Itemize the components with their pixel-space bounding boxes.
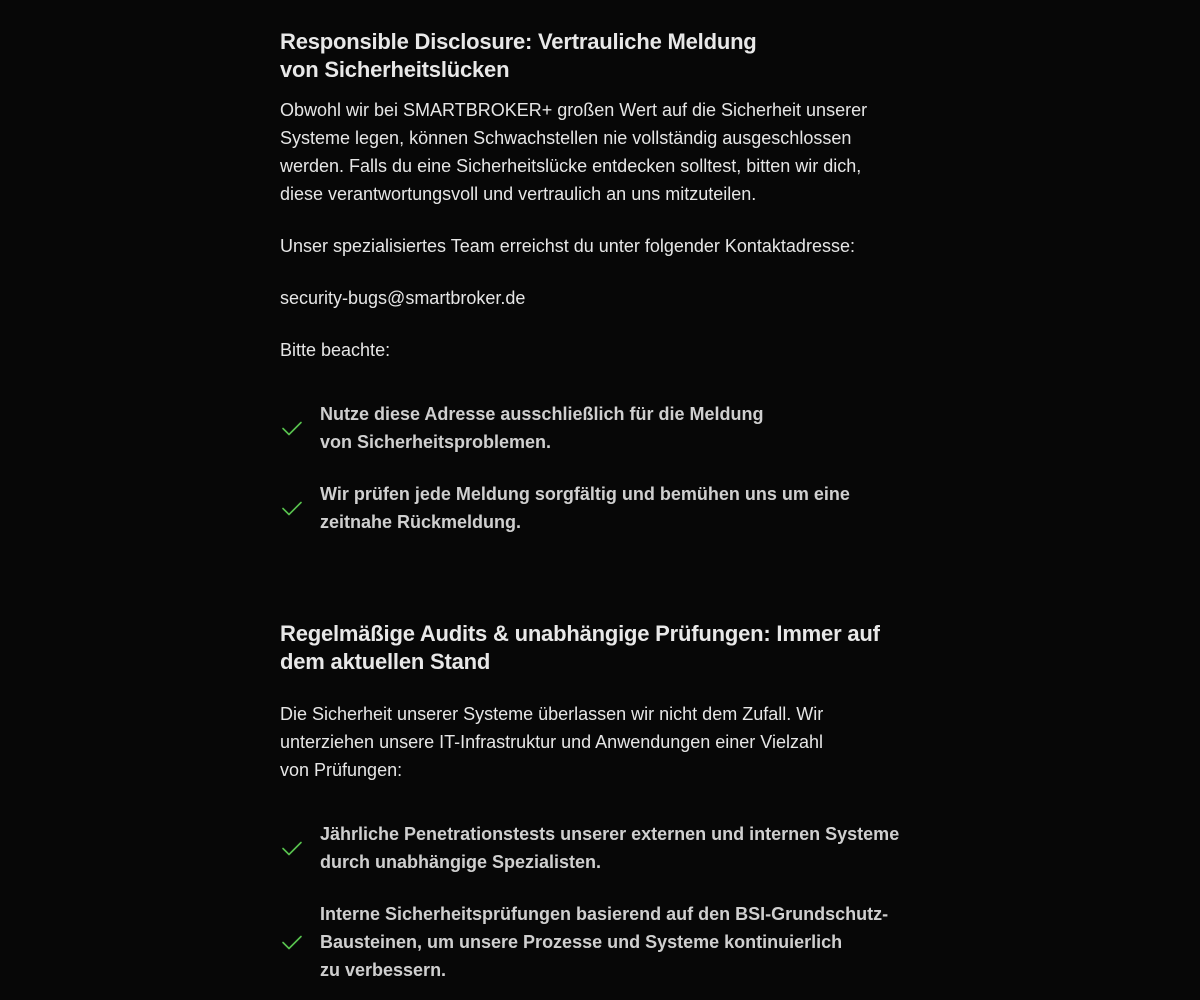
security-email: security-bugs@smartbroker.de <box>280 288 526 308</box>
text-line: Systeme legen, können Schwachstellen nie vollständig ausgeschlossen <box>280 128 852 148</box>
text-line: Obwohl wir bei SMARTBROKER+ großen Wert auf die Sicherheit unserer <box>280 100 868 120</box>
item-line: zeitnahe Rückmeldung. <box>320 512 522 532</box>
item-line: Jährliche Penetrationstests unserer externen und internen Systeme <box>320 824 900 844</box>
main-content <box>280 28 920 984</box>
note-label: Bitte beachte: <box>280 340 391 360</box>
item-line: von Sicherheitsproblemen. <box>320 432 552 452</box>
list-item <box>280 900 920 984</box>
checklist <box>280 820 920 984</box>
text-line: diese verantwortungsvoll und vertraulich an uns mitzuteilen. <box>280 184 757 204</box>
item-line: Nutze diese Adresse ausschließlich für die Meldung <box>320 404 764 424</box>
title-line: dem aktuellen Stand <box>280 649 491 674</box>
title-line: Regelmäßige Audits & unabhängige Prüfungen: Immer auf <box>280 621 880 646</box>
item-line: Bausteinen, um unsere Prozesse und Systeme kontinuierlich <box>320 932 843 952</box>
contact-paragraph: Unser spezialisiertes Team erreichst du unter folgender Kontaktadresse: <box>280 236 855 256</box>
list-item <box>280 480 920 536</box>
check-icon <box>280 836 304 860</box>
checklist <box>280 400 920 536</box>
list-item <box>280 820 920 876</box>
section-responsible-disclosure <box>280 28 920 536</box>
item-line: Wir prüfen jede Meldung sorgfältig und bemühen uns um eine <box>320 484 850 504</box>
title-line: von Sicherheitslücken <box>280 57 510 82</box>
check-icon <box>280 416 304 440</box>
text-line: von Prüfungen: <box>280 760 403 780</box>
item-line: durch unabhängige Spezialisten. <box>320 852 602 872</box>
intro-paragraph <box>280 96 920 208</box>
check-icon <box>280 930 304 954</box>
text-line: Die Sicherheit unserer Systeme überlassen wir nicht dem Zufall. Wir <box>280 704 824 724</box>
list-item <box>280 400 920 456</box>
title-line: Responsible Disclosure: Vertrauliche Meldung <box>280 29 757 54</box>
section-audits <box>280 620 920 984</box>
section-title <box>280 28 920 84</box>
text-line: unterziehen unsere IT-Infrastruktur und Anwendungen einer Vielzahl <box>280 732 824 752</box>
intro-paragraph <box>280 700 920 784</box>
section-title <box>280 620 920 676</box>
text-line: werden. Falls du eine Sicherheitslücke entdecken solltest, bitten wir dich, <box>280 156 862 176</box>
item-line: zu verbessern. <box>320 960 447 980</box>
item-line: Interne Sicherheitsprüfungen basierend auf den BSI-Grundschutz- <box>320 904 889 924</box>
check-icon <box>280 496 304 520</box>
